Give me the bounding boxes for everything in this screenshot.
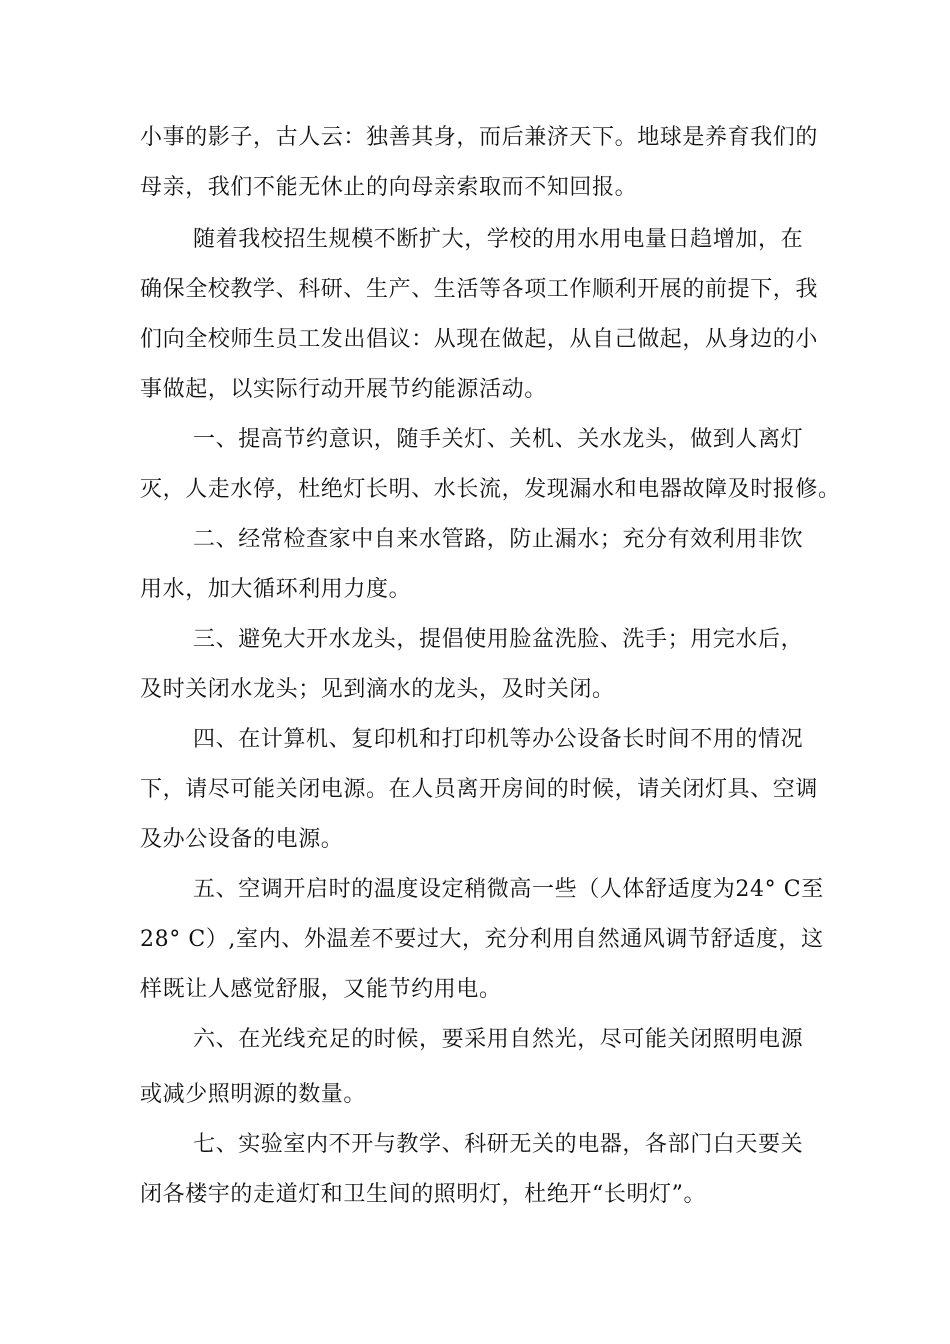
text-line-15: 及办公设备的电源。 bbox=[140, 827, 344, 852]
text-line-2: 母亲，我们不能无休止的向母亲索取而不知回报。 bbox=[140, 175, 638, 200]
text-line-3: 随着我校招生规模不断扩大，学校的用水用电量日趋增加，在 bbox=[193, 227, 804, 252]
text-line-16: 五、空调开启时的温度设定稍微高一些（人体舒适度为24° C至 bbox=[193, 877, 824, 902]
text-line-21: 七、实验室内不开与教学、科研无关的电器，各部门白天要关 bbox=[193, 1132, 804, 1157]
text-line-22: 闭各楼宇的走道灯和卫生间的照明灯，杜绝开“长明灯”。 bbox=[140, 1182, 707, 1207]
text-line-18: 样既让人感觉舒服，又能节约用电。 bbox=[140, 977, 502, 1002]
text-line-20: 或减少照明源的数量。 bbox=[140, 1082, 367, 1107]
text-line-7: 一、提高节约意识，随手关灯、关机、关水龙头，做到人离灯 bbox=[193, 427, 804, 452]
text-line-6: 事做起，以实际行动开展节约能源活动。 bbox=[140, 377, 547, 402]
text-line-19: 六、在光线充足的时候，要采用自然光，尽可能关闭照明电源 bbox=[193, 1027, 804, 1052]
text-line-11: 三、避免大开水龙头，提倡使用脸盆洗脸、洗手；用完水后， bbox=[193, 627, 804, 652]
text-line-13: 四、在计算机、复印机和打印机等办公设备长时间不用的情况 bbox=[193, 727, 804, 752]
text-line-12: 及时关闭水龙头；见到滴水的龙头，及时关闭。 bbox=[140, 677, 615, 702]
text-line-17: 28° C）,室内、外温差不要过大，充分利用自然通风调节舒适度，这 bbox=[140, 927, 824, 952]
text-line-14: 下，请尽可能关闭电源。在人员离开房间的时候，请关闭灯具、空调 bbox=[140, 777, 819, 802]
text-line-5: 们向全校师生员工发出倡议：从现在做起，从自己做起，从身边的小 bbox=[140, 327, 819, 352]
text-line-9: 二、经常检查家中自来水管路，防止漏水；充分有效利用非饮 bbox=[193, 527, 804, 552]
text-line-10: 用水，加大循环利用力度。 bbox=[140, 577, 412, 602]
text-line-1: 小事的影子，古人云：独善其身，而后兼济天下。地球是养育我们的 bbox=[140, 125, 819, 150]
text-line-4: 确保全校教学、科研、生产、生活等各项工作顺利开展的前提下，我 bbox=[140, 277, 819, 302]
text-line-8: 灭，人走水停，杜绝灯长明、水长流，发现漏水和电器故障及时报修。 bbox=[140, 477, 841, 502]
